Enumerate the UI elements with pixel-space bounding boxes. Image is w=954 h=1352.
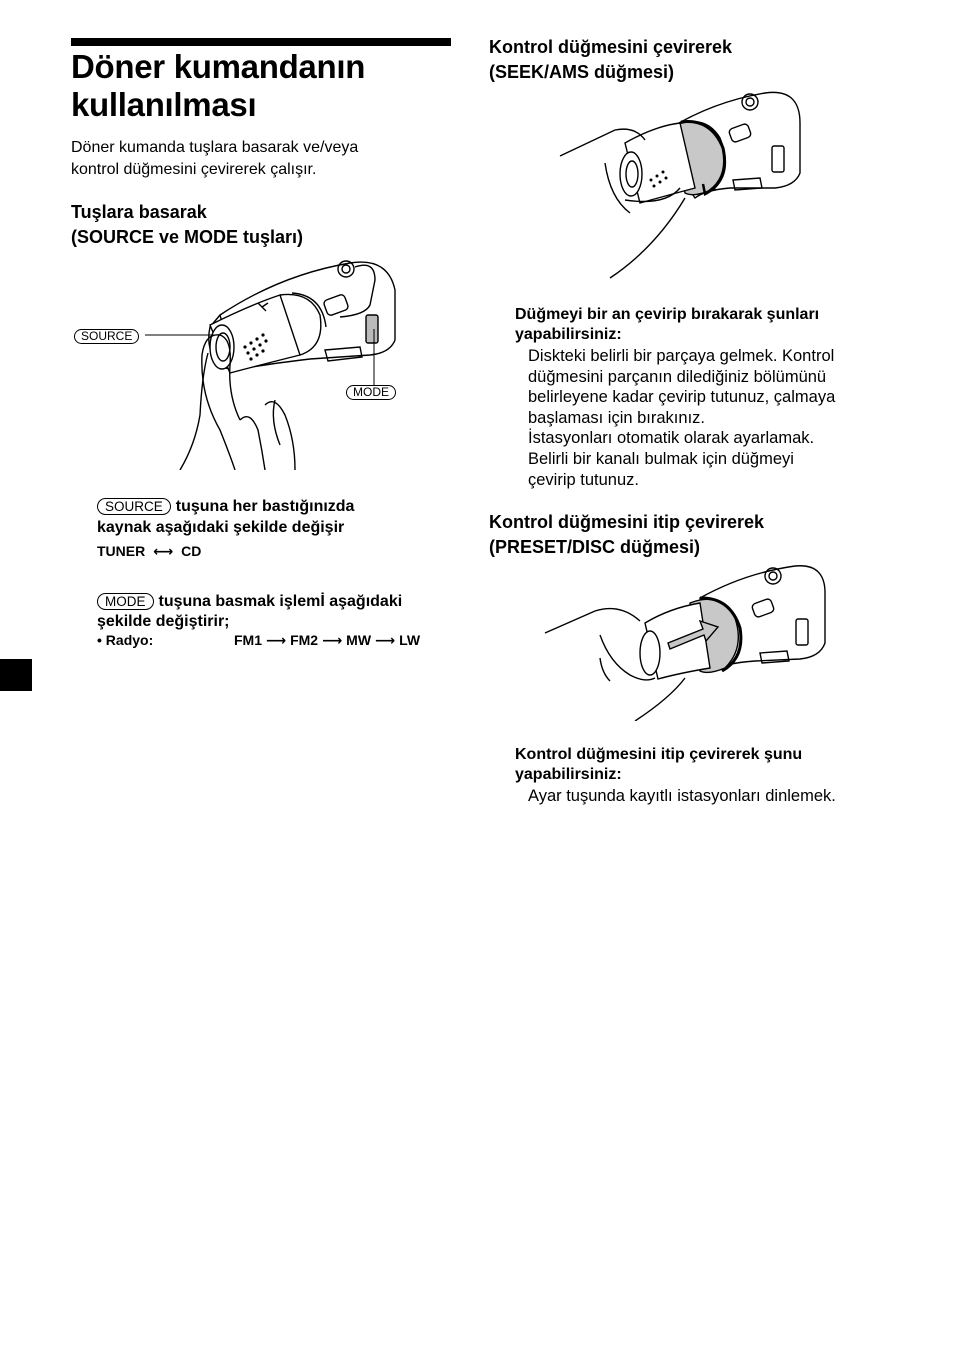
source-key: SOURCE bbox=[97, 498, 171, 515]
section-buttons-heading-line2: (SOURCE ve MODE tuşları) bbox=[71, 227, 304, 247]
section-seek-heading: Kontrol düğmesini çevirerek (SEEK/AMS düğmesi) bbox=[489, 37, 733, 82]
intro-line1: Döner kumanda tuşlara basarak ve/veya bbox=[71, 139, 359, 156]
mode-key: MODE bbox=[97, 593, 154, 610]
section-preset-body: Ayar tuşunda kayıtlı istasyonları dinlemek. bbox=[528, 787, 836, 805]
remote-push-rotate-illustration bbox=[540, 563, 830, 721]
section-seek-body: Diskteki belirli bir parçaya gelmek. Kontrol düğmesini parçanın dilediğiniz bölümünü belirleyene kadar çevirip tutunuz, çalmaya başlaması için bırakınız. İstasyonları otomatik olarak ayarlamak. Belirli bir kanalı bulmak için düğmeyi çevirip tutunuz. bbox=[528, 347, 836, 489]
page-title-line2: kullanılması bbox=[71, 86, 257, 123]
section-preset-heading: Kontrol düğmesini itip çevirerek (PRESET/DISC düğmesi) bbox=[489, 512, 765, 557]
title-rule bbox=[71, 38, 451, 46]
radio-sequence: FM1 ⟶ FM2 ⟶ MW ⟶ LW bbox=[234, 632, 421, 648]
mode-description: MODE tuşuna basmak işlemİ aşağıdaki şekilde değiştirir; bbox=[97, 593, 403, 630]
section-buttons-heading bbox=[71, 200, 451, 250]
callout-mode: MODE bbox=[346, 383, 401, 401]
section-seek-subheading: Düğmeyi bir an çevirip bırakarak şunları yapabilirsiniz: bbox=[515, 306, 820, 343]
remote-rotate-illustration bbox=[555, 88, 805, 283]
source-sequence: TUNER ⟷ CD bbox=[97, 543, 202, 559]
chapter-tab-marker bbox=[0, 659, 32, 691]
intro-text bbox=[71, 137, 441, 181]
section-preset-subheading: Kontrol düğmesini itip çevirerek şunu yapabilirsiniz: bbox=[515, 746, 803, 783]
source-description: SOURCE tuşuna her bastığınızda kaynak aşağıdaki şekilde değişir bbox=[97, 498, 355, 536]
section-buttons-heading-line1: Tuşlara basarak bbox=[71, 202, 207, 222]
intro-line2: kontrol düğmesini çevirerek çalışır. bbox=[71, 161, 317, 178]
page-title bbox=[71, 48, 451, 124]
page-title-line1: Döner kumandanın bbox=[71, 48, 366, 85]
callout-source: SOURCE bbox=[74, 327, 144, 345]
radio-label: • Radyo: bbox=[97, 632, 154, 648]
remote-press-illustration bbox=[70, 255, 410, 470]
